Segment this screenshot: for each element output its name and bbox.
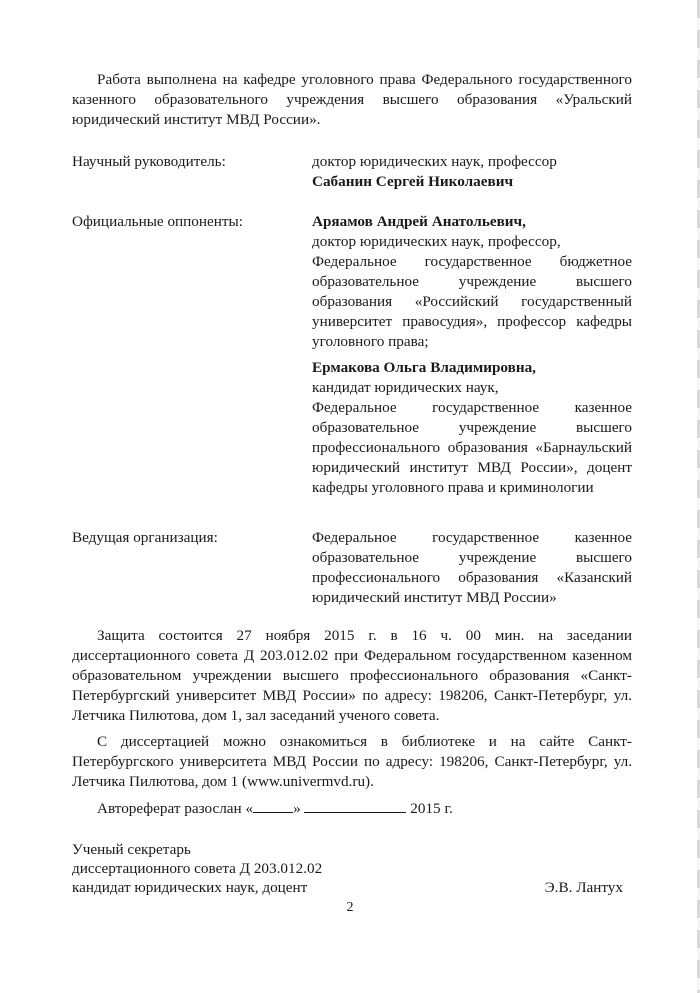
- sent-prefix: Автореферат разослан «: [97, 800, 254, 817]
- secretary-line3-row: [72, 878, 632, 897]
- secretary-line1: Ученый секретарь: [72, 841, 191, 858]
- leading-org-text: Федеральное государственное казенное образовательное учреждение высшего профессионального образования «Казанский юридический институт МВД России»: [312, 529, 632, 606]
- secretary-block: [72, 840, 632, 897]
- sent-suffix: 2015 г.: [410, 800, 453, 817]
- opponent-2-degree: кандидат юридических наук,: [312, 379, 499, 396]
- intro-paragraph: Работа выполнена на кафедре уголовного права Федерального государственного казенного образовательного учреждения высшего образования «Уральский юридический институт МВД России».: [72, 71, 632, 128]
- secretary-name: Э.В. Лантух: [544, 879, 623, 896]
- library-paragraph: С диссертацией можно ознакомиться в библиотеке и на сайте Санкт-Петербургского университета МВД России по адресу: 198206, Санкт-Петербург, ул. Летчика Пилютова, дом 1 (www.univermvd.ru).: [72, 733, 632, 790]
- sent-day-blank: [253, 798, 293, 813]
- opponent-2-name: Ермакова Ольга Владимировна,: [312, 359, 536, 376]
- secretary-line2: диссертационного совета Д 203.012.02: [72, 860, 323, 877]
- opponent-1-details: Федеральное государственное бюджетное образовательное учреждение высшего образования «Российский государственный университет правосудия», профессор кафедры уголовного права;: [312, 253, 632, 350]
- opponent-1: [312, 212, 632, 352]
- defense-paragraph: Защита состоится 27 ноября 2015 г. в 16 ч. 00 мин. на заседании диссертационного совета Д 203.012.02 при Федеральном государственном казенном образовательном учреждении высшего профессионального образования «Санкт-Петербургский университет МВД России» по адресу: 198206, Санкт-Петербург, ул. Летчика Пилютова, дом 1, зал заседаний ученого совета.: [72, 627, 632, 724]
- supervisor-value: [312, 152, 632, 192]
- secretary-line3: кандидат юридических наук, доцент: [72, 879, 308, 896]
- opponent-1-name: Аряамов Андрей Анатольевич,: [312, 213, 526, 230]
- supervisor-name: Сабанин Сергей Николаевич: [312, 173, 514, 190]
- opponent-2-details: Федеральное государственное казенное образовательное учреждение высшего профессионального образования «Барнаульский юридический институт МВД России», доцент кафедры уголовного права и криминологии: [312, 399, 632, 496]
- page-number: 2: [346, 900, 354, 915]
- supervisor-degree: доктор юридических наук, профессор: [312, 153, 557, 170]
- supervisor-section: [72, 152, 632, 192]
- opponent-2: [312, 358, 632, 498]
- supervisor-label: Научный руководитель:: [72, 153, 226, 170]
- opponent-1-section: [72, 212, 632, 352]
- sent-month-blank: [304, 798, 406, 813]
- sent-line: [72, 798, 632, 819]
- sent-mid: »: [293, 800, 301, 817]
- leading-org-label: Ведущая организация:: [72, 529, 218, 546]
- opponent-2-section: [72, 358, 632, 518]
- leading-org-section: [72, 528, 632, 608]
- opponent-1-degree: доктор юридических наук, профессор,: [312, 233, 561, 250]
- opponents-label: Официальные оппоненты:: [72, 213, 243, 230]
